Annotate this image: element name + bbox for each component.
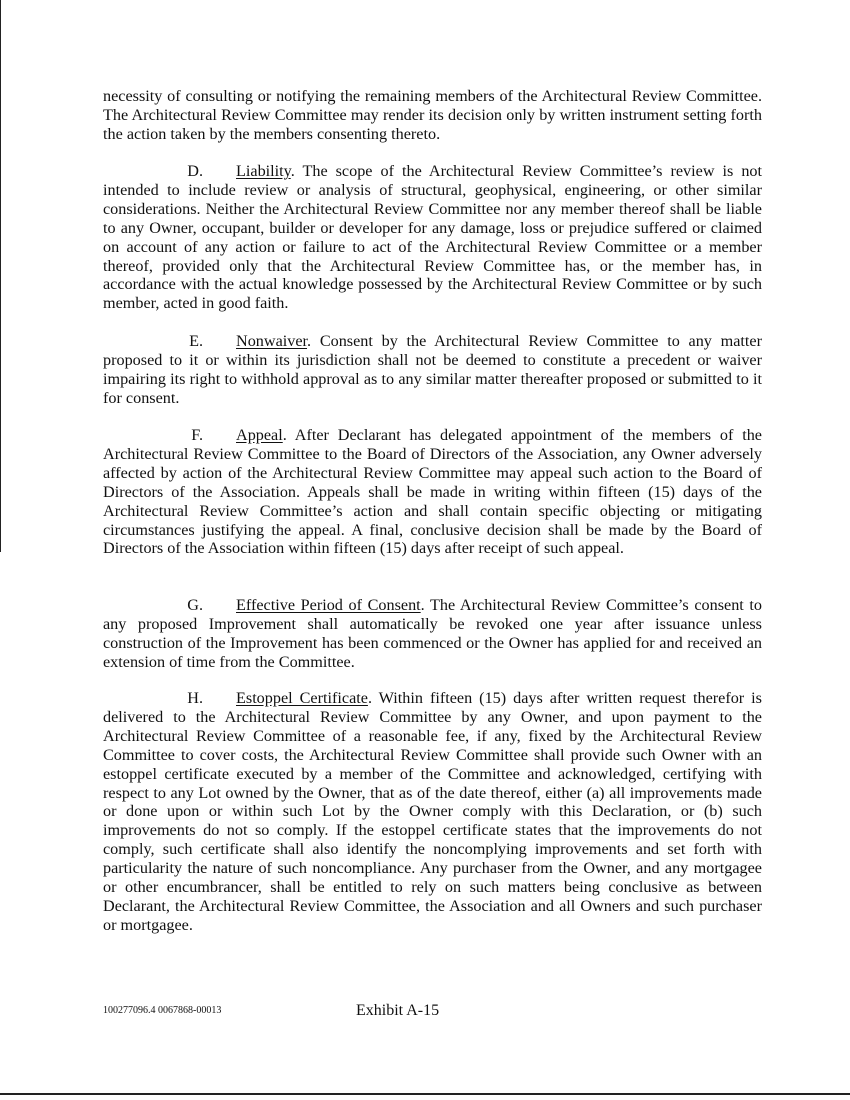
- section-f-body: . After Declarant has delegated appointment of the members of the Architectural Review Committee to the Board of Directors of the Association, any Owner adversely affected by action of the Architectural Review Committee may appeal such action to the Board of Directors of the Association. Appeals shall be made in writing within fifteen (15) days of the Architectural Review Committee’s action and shall contain specific objecting or mitigating circumstances justifying the appeal. A final, conclusive decision shall be made by the Board of Directors of the Association within fifteen (15) days after receipt of such appeal.: [103, 426, 762, 558]
- section-g-heading: Effective Period of Consent: [236, 596, 421, 614]
- footer-document-id: 100277096.4 0067868-00013: [103, 1005, 222, 1016]
- section-g-body: . The Architectural Review Committee’s consent to any proposed Improvement shall automatically be revoked one year after issuance unless construction of the Improvement has been commenced or the Owner has applied for and received an extension of time from the Committee.: [103, 596, 762, 671]
- section-d-paragraph: [103, 162, 762, 313]
- section-f-heading: Appeal: [236, 426, 283, 444]
- section-d-heading: Liability: [236, 162, 291, 180]
- section-e-paragraph: [103, 332, 762, 408]
- bottom-edge-rule: [0, 1093, 850, 1095]
- section-f-letter: F.: [191, 426, 203, 444]
- section-h-paragraph: [103, 689, 762, 935]
- intro-paragraph: necessity of consulting or notifying the remaining members of the Architectural Review Committee. The Architectural Review Committee may render its decision only by written instrument setting forth the action taken by the members consenting thereto.: [103, 87, 762, 143]
- section-h-body: . Within fifteen (15) days after written request therefor is delivered to the Architectural Review Committee by any Owner, and upon payment to the Architectural Review Committee of a reasonable fee, if any, fixed by the Architectural Review Committee to cover costs, the Architectural Review Committee shall provide such Owner with an estoppel certificate executed by a member of the Committee and acknowledged, certifying with respect to any Lot owned by the Owner, that as of the date thereof, either (a) all improvements made or done upon or within such Lot by the Owner comply with this Declaration, or (b) such improvements do not so comply. If the estoppel certificate states that the improvements do not comply, such certificate shall also identify the noncomplying improvements and set forth with particularity the nature of such noncompliance. Any purchaser from the Owner, and any mortgagee or other encumbrancer, shall be entitled to rely on such matters being conclusive as between Declarant, the Architectural Review Committee, the Association and all Owners and such purchaser or mortgagee.: [103, 689, 762, 934]
- section-h-letter: H.: [187, 689, 203, 707]
- section-d-letter: D.: [187, 162, 203, 180]
- section-d-body: . The scope of the Architectural Review Committee’s review is not intended to include review or analysis of structural, geophysical, engineering, or other similar considerations. Neither the Architectural Review Committee nor any member thereof shall be liable to any Owner, occupant, builder or developer for any damage, loss or prejudice suffered or claimed on account of any action or failure to act of the Architectural Review Committee or a member thereof, provided only that the Architectural Review Committee has, or the member has, in accordance with the actual knowledge possessed by the Architectural Review Committee or by such member, acted in good faith.: [103, 162, 762, 313]
- section-e-body: . Consent by the Architectural Review Committee to any matter proposed to it or within its jurisdiction shall not be deemed to constitute a precedent or waiver impairing its right to withhold approval as to any similar matter thereafter proposed or submitted to it for consent.: [103, 332, 762, 407]
- section-g-paragraph: [103, 596, 762, 672]
- section-e-heading: Nonwaiver: [236, 332, 308, 350]
- left-edge-rule: [0, 0, 1, 552]
- section-f-paragraph: [103, 426, 762, 558]
- footer-exhibit-label: Exhibit A-15: [356, 1002, 440, 1019]
- section-g-letter: G.: [187, 596, 203, 614]
- section-e-letter: E.: [189, 332, 203, 350]
- section-h-heading: Estoppel Certificate: [236, 689, 368, 707]
